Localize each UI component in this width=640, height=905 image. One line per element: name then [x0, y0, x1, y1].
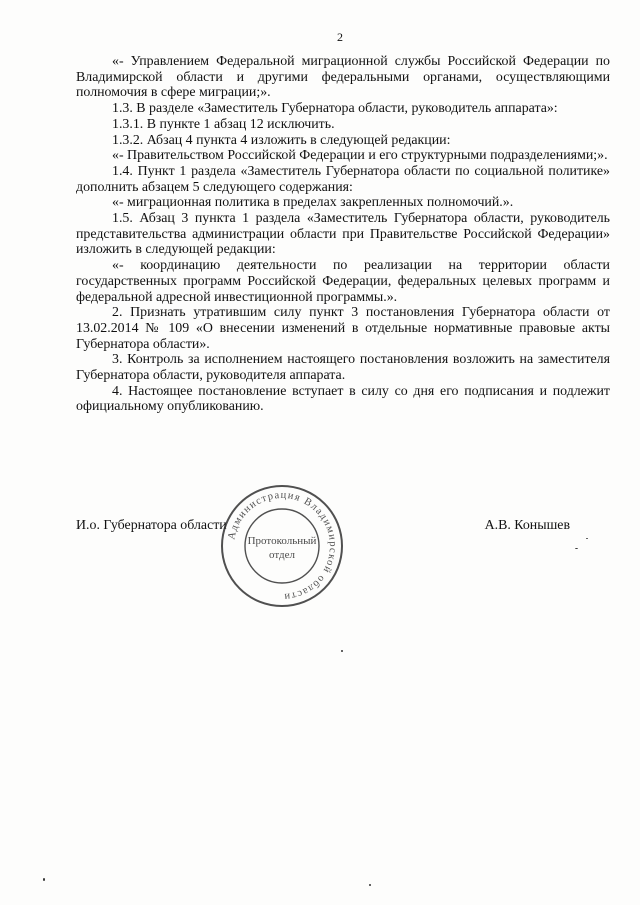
paragraph: 1.3.1. В пункте 1 абзац 12 исключить. — [112, 116, 335, 132]
scan-speck — [586, 538, 588, 539]
scan-speck — [341, 650, 343, 652]
scan-speck — [43, 878, 45, 881]
signatory-name: А.В. Конышев — [484, 518, 570, 533]
scan-speck — [369, 884, 371, 886]
paragraph: «- Правительством Российской Федерации и его структурными подразделениями;». — [112, 148, 608, 164]
stamp-ring-text: Администрация Владимирской области — [226, 489, 339, 603]
paragraph: 1.4. Пункт 1 раздела «Заместитель Губернатора области по социальной политике» дополнить абзацем 5 следующего содержания: — [76, 163, 610, 195]
page-number: 2 — [337, 30, 343, 44]
paragraph: 3. Контроль за исполнением настоящего постановления возложить на заместителя Губернатора области, руководителя аппарата. — [76, 352, 610, 384]
stamp-center-text: отдел — [269, 549, 295, 561]
paragraph: «- координацию деятельности по реализации на территории области государственных программ Российской Федерации, федеральных целевых программ и федеральной адресной инвестиционной программы.». — [76, 258, 610, 305]
paragraph: «- Управлением Федеральной миграционной службы Российской Федерации по Владимирской области и другими федеральными органами, осуществляющими полномочия в сфере миграции;». — [76, 54, 610, 101]
paragraph: 1.5. Абзац 3 пункта 1 раздела «Заместитель Губернатора области, руководитель представительства администрации области при Правительстве Российской Федерации» изложить в следующей редакции: — [76, 211, 610, 258]
document-body — [76, 54, 610, 415]
scan-speck — [575, 548, 578, 549]
paragraph: 2. Признать утратившим силу пункт 3 постановления Губернатора области от 13.02.2014 № 109 «О внесении изменений в отдельные нормативные правовые акты Губернатора области». — [76, 305, 610, 352]
official-stamp — [218, 482, 346, 610]
paragraph: 1.3. В разделе «Заместитель Губернатора области, руководитель аппарата»: — [112, 101, 558, 117]
stamp-center-text: Протокольный — [247, 535, 317, 547]
paragraph: 1.3.2. Абзац 4 пункта 4 изложить в следующей редакции: — [112, 132, 451, 148]
paragraph: «- миграционная политика в пределах закрепленных полномочий.». — [112, 195, 514, 211]
signatory-position: И.о. Губернатора области — [76, 518, 227, 533]
paragraph: 4. Настоящее постановление вступает в силу со дня его подписания и подлежит официальному опубликованию. — [76, 383, 610, 415]
